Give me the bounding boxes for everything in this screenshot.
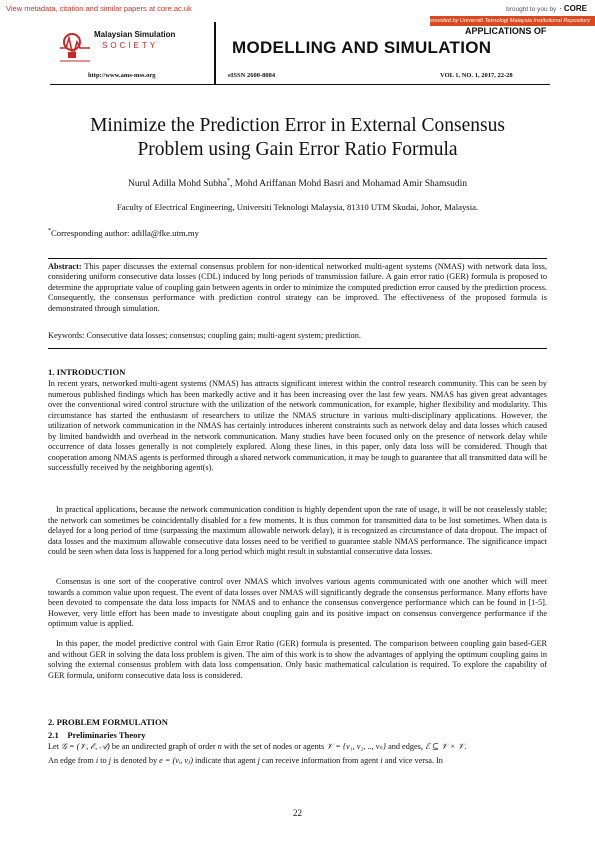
node-set-symbol: 𝒱 = {v₁, v₂, .., vₙ} bbox=[326, 742, 387, 751]
abstract-text: This paper discusses the external consensus problem for non-identical networked multi-agent systems (NMAS) with network data loss, considering uniform consecutive data losses (CDL) induced by long periods of transmission failure. A gain error ratio (GER) formula is proposed to determine the appropriate value of coupling gain between agents in order to minimize the computed prediction error caused by the prediction process. Consequently, the consensus performance with prediction control strategy can be improved. The effectiveness of the proposed formula is demonstrated through simulation. bbox=[48, 262, 547, 313]
journal-url[interactable]: http://www.ams-mss.org bbox=[88, 72, 156, 79]
section-1-paragraph-2: In practical applications, because the network communication condition is highly dependent upon the rate of usage, it will be not ceaselessly stable; the network can sometimes be coincidentally disabled for a few moments. It is thus common for transmitted data to be lost sometimes. When data is delayed for a long period of time (surpassing the maximum allowable network delay), it is recognized as circumstance of data dropout. The impact of data losses and the maximum allowable consecutive data losses need to be verified to guarantee stable NMAS performance. The significance impact could be seen when data loss is happened for a long period which might result in substantial consecutive data losses. bbox=[48, 505, 547, 557]
journal-volume: VOL 1, NO. 1, 2017, 22-28 bbox=[440, 72, 513, 79]
section-2-1-line-2 bbox=[48, 756, 547, 767]
symbol-i: i bbox=[95, 756, 99, 765]
symbol-j: j bbox=[257, 756, 260, 765]
symbol-j: j bbox=[108, 756, 112, 765]
text-run: An edge from bbox=[48, 756, 96, 765]
abstract bbox=[48, 262, 547, 314]
society-name-line2: SOCIETY bbox=[102, 41, 159, 50]
journal-title: MODELLING AND SIMULATION bbox=[232, 38, 492, 57]
core-badge[interactable] bbox=[506, 4, 587, 13]
core-label: CORE bbox=[563, 4, 587, 13]
edge-symbol: e = (vᵢ, vⱼ) bbox=[159, 756, 193, 765]
abstract-top-rule bbox=[48, 258, 547, 259]
title-line-1: Minimize the Prediction Error in External Consensus bbox=[90, 115, 505, 136]
paper-title bbox=[50, 114, 545, 162]
brought-by-text: brought to you by bbox=[506, 6, 557, 13]
metadata-link[interactable]: View metadata, citation and similar papers at core.ac.uk bbox=[6, 4, 192, 13]
corr-mark: * bbox=[48, 228, 51, 235]
journal-eissn: eISSN 2600-8084 bbox=[228, 72, 276, 79]
text-run: be an undirected graph of order bbox=[109, 742, 218, 751]
abstract-bottom-rule bbox=[48, 348, 547, 349]
abstract-label: Abstract: bbox=[48, 262, 82, 271]
page-number: 22 bbox=[293, 808, 302, 818]
section-1-paragraph-1: In recent years, networked multi-agent systems (NMAS) has attracts significant interest within the control research community. This can be seen by numerous published findings which has been markedly active and it has been increasing over the last few years. NMAS has given great advantages over the conventional wired control structure with the utilization of the network communication, for example, higher flexibility and modularity. This circumstance has started the enthusiasm of researchers to utilize the NMAS structure in various multi-disciplinary applications. However, the utilization of network communication in the NMAS has certainly introduces inherent constraints such as network delay and data losses which caused by limited bandwidth and overhead in the network communication. Many studies have been focused only on the presence of network delay while occurrence of data losses generally is not completely explored. Along these lines, in this paper, only data loss will be considered. Though that cooperation among NMAS agents is performed through a shared network communication, it may be tough to guarantee that all transmitted data will be successfully received by the neighboring agent(s). bbox=[48, 379, 547, 473]
author-1: Nurul Adilla Mohd Subha bbox=[127, 179, 227, 190]
text-run: is denoted by bbox=[111, 756, 160, 765]
edge-set-symbol: ℰ ⊆ 𝒱 × 𝒱. bbox=[424, 742, 467, 751]
section-2-heading: 2. PROBLEM FORMULATION bbox=[48, 717, 168, 727]
text-run: indicate that agent bbox=[192, 756, 258, 765]
affiliation: Faculty of Electrical Engineering, Universiti Teknologi Malaysia, 81310 UTM Skudai, Johor, Malaysia. bbox=[116, 202, 479, 212]
section-2-1-line-1 bbox=[48, 742, 547, 753]
title-line-2: Problem using Gain Error Ratio Formula bbox=[137, 139, 458, 160]
graph-symbol: 𝒢 = (𝒱, ℰ, 𝒜) bbox=[61, 742, 110, 751]
authors bbox=[50, 178, 545, 189]
order-symbol: n bbox=[217, 742, 222, 751]
header-rule bbox=[50, 84, 550, 85]
section-2-1-heading bbox=[48, 730, 146, 740]
section-1-heading: 1. INTRODUCTION bbox=[48, 367, 126, 377]
symbol-i: i bbox=[380, 756, 383, 765]
society-name-line1: Malaysian Simulation bbox=[94, 30, 176, 39]
text-run: and vice versa. In bbox=[382, 756, 443, 765]
section-2-1-title: Preliminaries Theory bbox=[67, 730, 146, 740]
text-run: can receive information from agent bbox=[259, 756, 381, 765]
header-divider bbox=[214, 22, 216, 84]
keywords: Keywords: Consecutive data losses; consensus; coupling gain; multi-agent system; prediction. bbox=[48, 331, 361, 340]
text-run: and edges, bbox=[386, 742, 425, 751]
corr-text: Corresponding author: adilla@fke.utm.my bbox=[51, 228, 199, 238]
repository-text[interactable]: provided by Universiti Teknologi Malaysia Institutional Repository bbox=[429, 18, 590, 24]
section-1-paragraph-3: Consensus is one sort of the cooperative control over NMAS which involves various agents communicated with one another which will meet towards a common value upon request. The event of data losses over NMAS will significantly degrade the consensus performance. Many efforts have been devoted to compensate the data loss impacts for NMAS and to enhance the consensus convergence performance which can be found in [1-5]. However, very little effort has been made to investigate about coupling gain and its positive impact on consensus convergence performance if the optimum value is applied. bbox=[48, 577, 547, 629]
author-1-mark: * bbox=[226, 178, 230, 184]
text-run: to bbox=[98, 756, 109, 765]
journal-title-top: APPLICATIONS OF bbox=[465, 26, 547, 36]
authors-rest: , Mohd Ariffanan Mohd Basri and Mohamad Amir Shamsudin bbox=[229, 179, 467, 190]
text-run: Let bbox=[48, 742, 62, 751]
corresponding-author bbox=[48, 228, 199, 238]
section-1-paragraph-4: In this paper, the model predictive control with Gain Error Ratio (GER) formula is presented. The comparison between coupling gain based-GER and without GER in solving the data loss problem is given. The aim of this work is to show the advantages of applying the optimum coupling gains in solving the external consensus problem with data loss compensation. Only basic mathematical calculation is required. To explore the capability of GER formula, uniform consecutive data loss is considered. bbox=[48, 639, 547, 680]
core-icon: ◔ bbox=[558, 6, 563, 13]
text-run: with the set of nodes or agents bbox=[221, 742, 327, 751]
section-2-1-number: 2.1 bbox=[48, 730, 59, 740]
